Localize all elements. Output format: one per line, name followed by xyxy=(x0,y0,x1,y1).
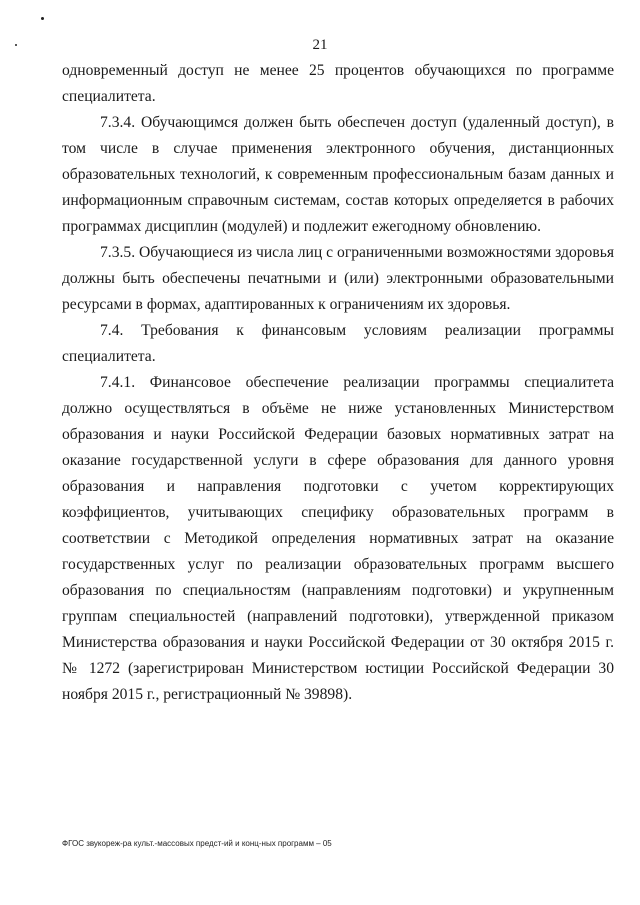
paragraph-7-3-5: 7.3.5. Обучающиеся из числа лиц с ограниченными возможностями здоровья должны быть обеспечены печатными и (или) электронными образовательными ресурсами в формах, адаптированных к ограничениям их здоровья. xyxy=(62,244,614,313)
paragraph-7-4-1: 7.4.1. Финансовое обеспечение реализации программы специалитета должно осуществляться в объёме не ниже установленных Министерством образования и науки Российской Федерации базовых нормативных затрат на оказание государственной услуги в сфере образования для данного уровня образования и направления подготовки с учетом корректирующих коэффициентов, учитывающих специфику образовательных программ в соответствии с Методикой определения нормативных затрат на оказание государственных услуг по реализации образовательных программ высшего образования по специальностям (направлениям подготовки) и укрупненным группам специальностей (направлений подготовки), утвержденной приказом Министерства образования и науки Российской Федерации от 30 октября 2015 г. № 1272 (зарегистрирован Министерством юстиции Российской Федерации 30 ноября 2015 г., регистрационный № 39898). xyxy=(62,374,614,703)
paragraph-continuation: одновременный доступ не менее 25 процентов обучающихся по программе специалитета. xyxy=(62,62,614,105)
page-number: 21 xyxy=(312,37,328,53)
document-footer: ФГОС звукореж-ра культ.-массовых предст-ий и конц-ных программ – 05 xyxy=(62,839,332,848)
paragraph-7-3-4: 7.3.4. Обучающимся должен быть обеспечен доступ (удаленный доступ), в том числе в случае применения электронного обучения, дистанционных образовательных технологий, к современным профессиональным базам данных и информационным справочным системам, состав которых определяется в рабочих программах дисциплин (модулей) и подлежит ежегодному обновлению. xyxy=(62,114,614,235)
document-body xyxy=(62,58,614,708)
paragraph-7-4: 7.4. Требования к финансовым условиям реализации программы специалитета. xyxy=(62,322,614,365)
scan-speck xyxy=(41,17,44,20)
